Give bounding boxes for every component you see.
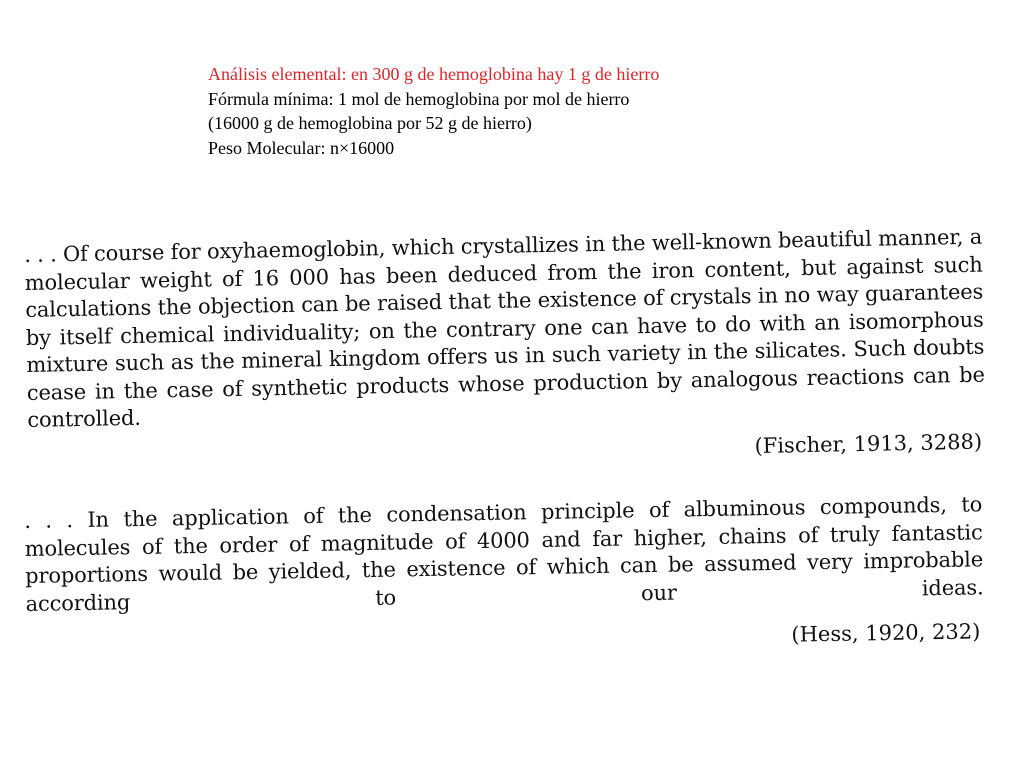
header-block xyxy=(208,62,659,160)
quote-fischer xyxy=(24,224,986,472)
header-line-molecular-weight: Peso Molecular: n×16000 xyxy=(208,137,395,158)
header-line-ratio: (16000 g de hemoglobina por 52 g de hierro) xyxy=(208,113,532,133)
quote-hess-text: . . . In the application of the condensation principle of albuminous compounds, to molecules of the order of magnitude of 4000 and far higher, chains of truly fantastic proportions would be yielded, the existence of which can be assumed very improbable according to our ideas. xyxy=(24,492,984,616)
header-line-formula: Fórmula mínima: 1 mol de hemoglobina por mol de hierro xyxy=(208,88,630,109)
quote-hess-citation: (Hess, 1920, 232) xyxy=(791,618,981,647)
quote-fischer-text: . . . Of course for oxyhaemoglobin, which crystallizes in the well-known beautiful manner, a molecular weight of 16 000 has been deduced from the iron content, but against such calculations the objection can be raised that the existence of crystals in no way guarantees by itself chemical individuality; on the contrary one can have to do with an isomorphous mixture such as the mineral kingdom offers us in such variety in the silicates. Such doubts cease in the case of synthetic products whose production by analogous reactions can be controlled. xyxy=(24,224,985,432)
quote-fischer-citation: (Fischer, 1913, 3288) xyxy=(754,429,983,459)
header-line-analysis: Análisis elemental: en 300 g de hemoglobina hay 1 g de hierro xyxy=(208,64,660,84)
quote-hess xyxy=(24,491,984,659)
